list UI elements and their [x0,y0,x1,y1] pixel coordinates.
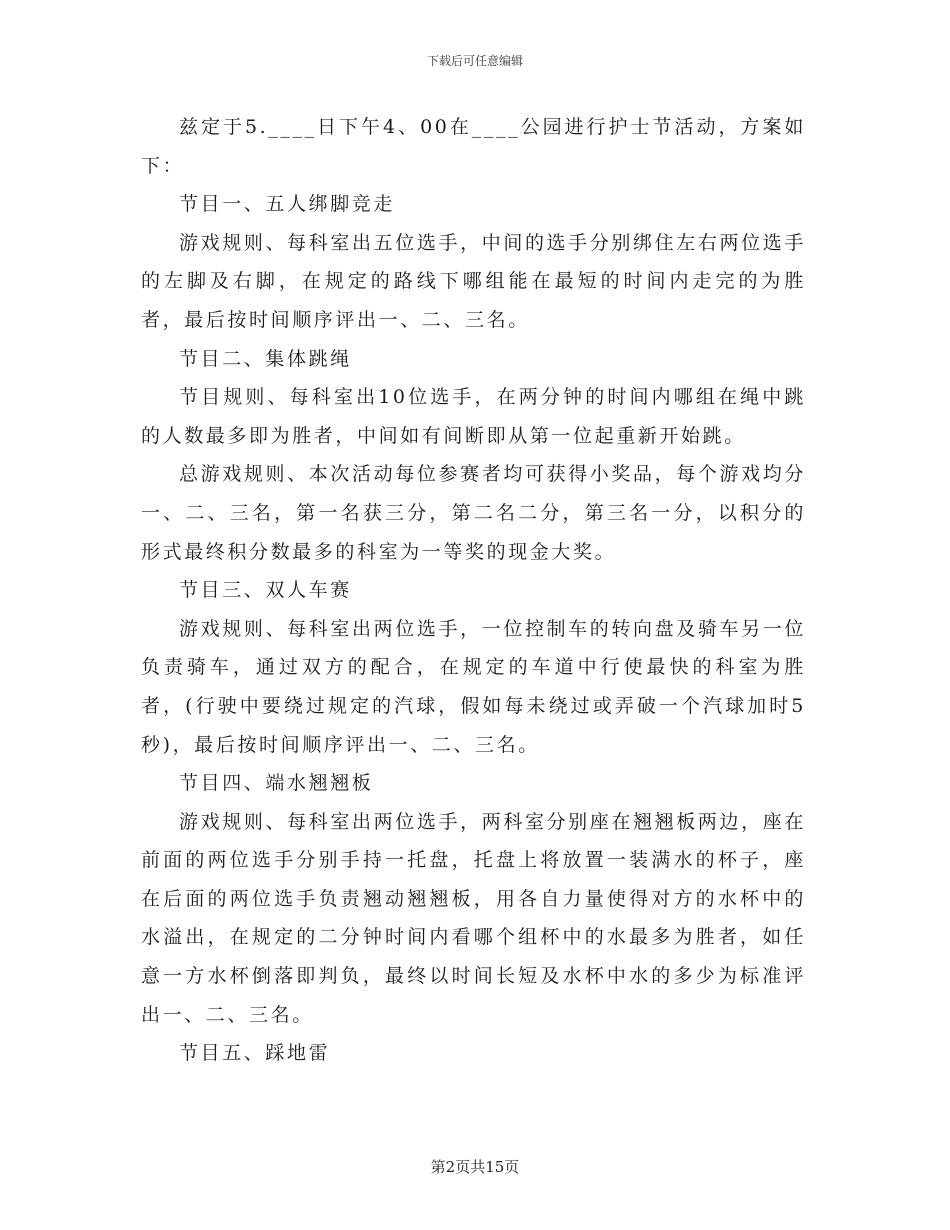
section-heading-1: 节目一、五人绑脚竞走 [179,193,396,216]
section-rules-1: 游戏规则、每科室出五位选手，中间的选手分别绑住左右两位选手的左脚及右脚，在规定的路线下哪组能在最短的时间内走完的为胜者，最后按时间顺序评出一、二、三名。 [141,231,806,331]
section-heading-2: 节目二、集体跳绳 [179,347,352,370]
section-heading-3: 节目三、双人车赛 [179,579,352,602]
section-heading-5: 节目五、踩地雷 [179,1042,331,1065]
intro-paragraph: 兹定于5.____日下午4、00在____公园进行护士节活动，方案如下： [141,116,806,177]
section-heading-4: 节目四、端水翘翘板 [179,772,374,795]
section-rules-3: 游戏规则、每科室出两位选手，一位控制车的转向盘及骑车另一位负责骑车，通过双方的配合，在规定的车道中行使最快的科室为胜者，(行驶中要绕过规定的汽球，假如每未绕过或弄破一个汽球加时5秒)，最后按时间顺序评出一、二、三名。 [141,617,806,756]
general-rules-paragraph: 总游戏规则、本次活动每位参赛者均可获得小奖品，每个游戏均分一、二、三名，第一名获三分，第二名二分，第三名一分，以积分的形式最终积分数最多的科室为一等奖的现金大奖。 [141,463,806,563]
section-rules-2: 节目规则、每科室出10位选手，在两分钟的时间内哪组在绳中跳的人数最多即为胜者，中间如有间断即从第一位起重新开始跳。 [141,386,806,447]
page-header: 下载后可任意编辑 [426,54,523,68]
section-rules-4: 游戏规则、每科室出两位选手，两科室分别座在翘翘板两边，座在前面的两位选手分别手持一托盘，托盘上将放置一装满水的杯子，座在后面的两位选手负责翘动翘翘板，用各自力量使得对方的水杯中的水溢出，在规定的二分钟时间内看哪个组杯中的水最多为胜者，如任意一方水杯倒落即判负，最终以时间长短及水杯中水的多少为标准评出一、二、三名。 [141,810,806,1026]
page-number: 第2页共15页 [430,1158,520,1176]
document-body [141,108,806,1073]
